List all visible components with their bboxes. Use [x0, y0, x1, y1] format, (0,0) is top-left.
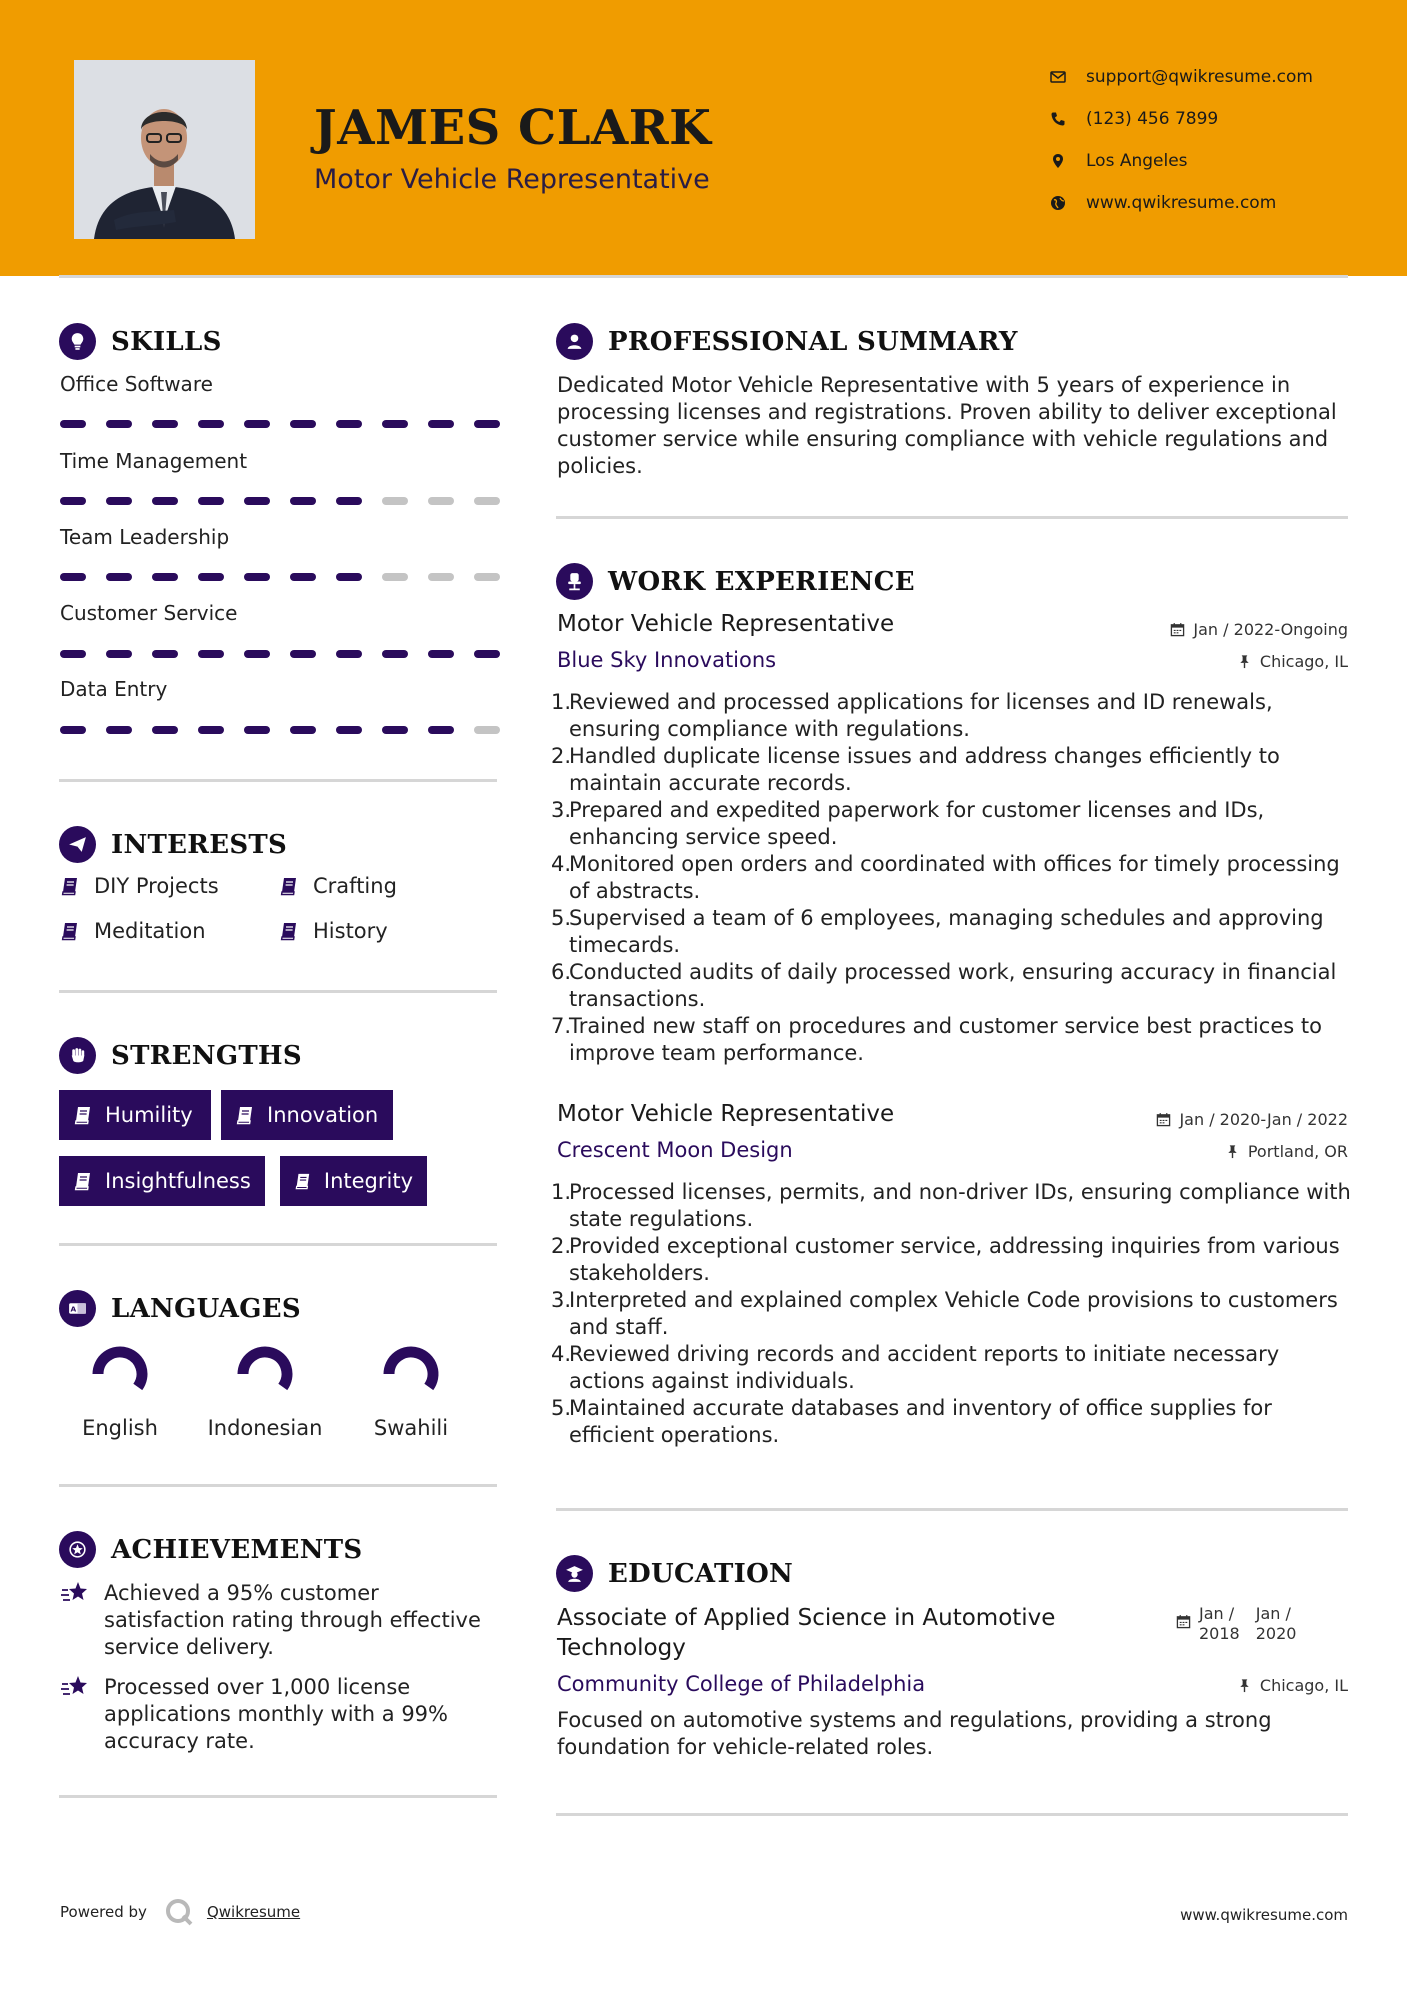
- pushpin-icon: [1225, 1144, 1240, 1159]
- language-item: [195, 1344, 335, 1440]
- section-divider: [59, 1243, 497, 1246]
- powered-by-text: Powered by: [60, 1903, 147, 1921]
- bullet-text: Reviewed driving records and accident reports to initiate necessary actions against individuals.: [569, 1342, 1280, 1393]
- strengths-heading: [59, 1037, 302, 1074]
- bullet-item: 1. Processed licenses, permits, and non-driver IDs, ensuring compliance with state regulations.: [557, 1179, 1357, 1233]
- skill-level-dot: [290, 420, 316, 428]
- book-icon: [60, 876, 80, 896]
- job-dates: [1156, 1110, 1348, 1129]
- skill-level-dot: [152, 497, 178, 505]
- contact-email[interactable]: [1050, 56, 1313, 98]
- section-divider: [59, 1484, 497, 1487]
- job-location-text: Portland, OR: [1247, 1142, 1348, 1161]
- section-divider: [59, 1795, 497, 1798]
- bullet-item: 4. Monitored open orders and coordinated with offices for timely processing of abstracts.: [557, 851, 1357, 905]
- translate-icon: [59, 1290, 96, 1327]
- achievement-item: [60, 1674, 500, 1755]
- skill-level-dot: [60, 726, 86, 734]
- skill-level-dot: [382, 573, 408, 581]
- skill-level-dot: [428, 650, 454, 658]
- language-level-ring: [381, 1344, 441, 1404]
- contact-email-text: support@qwikresume.com: [1086, 67, 1313, 87]
- school-name: Community College of Philadelphia: [557, 1672, 926, 1696]
- languages-title: LANGUAGES: [111, 1293, 301, 1324]
- job-title: Motor Vehicle Representative: [557, 611, 895, 637]
- star-badge-icon: [59, 1531, 96, 1568]
- qwikresume-link[interactable]: Qwikresume: [206, 1903, 301, 1921]
- strength-badge: [59, 1090, 211, 1140]
- candidate-title: Motor Vehicle Representative: [314, 164, 710, 195]
- strength-label: Insightfulness: [105, 1169, 251, 1193]
- bullet-text: Processed licenses, permits, and non-driver IDs, ensuring compliance with state regulations.: [569, 1180, 1351, 1231]
- phone-icon: [1050, 111, 1086, 127]
- bullet-text: Monitored open orders and coordinated with offices for timely processing of abstracts.: [569, 852, 1340, 903]
- contact-location-text: Los Angeles: [1086, 151, 1188, 171]
- job-bullets: [551, 1179, 1357, 1449]
- map-pin-icon: [1050, 153, 1086, 169]
- bullet-item: 7. Trained new staff on procedures and customer service best practices to improve team performance.: [557, 1013, 1357, 1067]
- book-icon: [279, 921, 299, 941]
- globe-icon: [1050, 195, 1086, 211]
- user-icon: [556, 323, 593, 360]
- skill-level-dot: [60, 420, 86, 428]
- header-divider: [59, 275, 1348, 278]
- interest-label: DIY Projects: [94, 874, 219, 898]
- skill-level-bar: [60, 650, 500, 658]
- job-dates-text: Jan / 2022-Ongoing: [1193, 620, 1348, 639]
- skill-level-dot: [106, 420, 132, 428]
- skills-title: SKILLS: [111, 326, 222, 357]
- job-dates-text: Jan / 2020-Jan / 2022: [1179, 1110, 1348, 1129]
- calendar-icon: [1176, 1614, 1191, 1629]
- skill-level-dot: [336, 573, 362, 581]
- graduate-icon: [556, 1555, 593, 1592]
- bullet-item: 5. Supervised a team of 6 employees, managing schedules and approving timecards.: [557, 905, 1357, 959]
- bullet-text: Handled duplicate license issues and address changes efficiently to maintain accurate records.: [569, 744, 1280, 795]
- education-dates: [1176, 1604, 1296, 1644]
- interests-heading: [59, 826, 287, 863]
- skill-level-dot: [106, 726, 132, 734]
- skill-level-dot: [428, 573, 454, 581]
- education-location-text: Chicago, IL: [1259, 1676, 1348, 1695]
- skill-level-dot: [474, 497, 500, 505]
- skill-level-dot: [382, 726, 408, 734]
- skill-level-dot: [428, 726, 454, 734]
- contact-website[interactable]: [1050, 182, 1313, 224]
- interests-title: INTERESTS: [111, 829, 288, 860]
- bullet-item: 1. Reviewed and processed applications for licenses and ID renewals, ensuring compliance with regulations.: [557, 689, 1357, 743]
- education-description: Focused on automotive systems and regulations, providing a strong foundation for vehicle-related roles.: [557, 1708, 1272, 1759]
- skill-level-dot: [60, 573, 86, 581]
- skill-level-dot: [198, 573, 224, 581]
- bullet-text: Trained new staff on procedures and customer service best practices to improve team performance.: [569, 1014, 1322, 1065]
- skill-label: Team Leadership: [60, 525, 230, 549]
- bullet-item: 6. Conducted audits of daily processed work, ensuring accuracy in financial transactions.: [557, 959, 1357, 1013]
- shooting-star-icon: [60, 1578, 90, 1608]
- skill-level-dot: [198, 650, 224, 658]
- bullet-item: 5. Maintained accurate databases and inventory of office supplies for efficient operations.: [557, 1395, 1357, 1449]
- shooting-star-icon: [60, 1672, 90, 1702]
- achievements-title: ACHIEVEMENTS: [111, 1534, 363, 1565]
- skill-level-dot: [290, 573, 316, 581]
- summary-heading: [556, 323, 1018, 360]
- skill-level-bar: [60, 497, 500, 505]
- skills-heading: [59, 323, 222, 360]
- experience-heading: [556, 563, 915, 600]
- summary-text: Dedicated Motor Vehicle Representative with 5 years of experience in processing licenses and registrations. Proven ability to deliver exceptional customer service while ensuring compliance with vehicle regulations and policies.: [557, 373, 1337, 478]
- skill-level-dot: [336, 420, 362, 428]
- company-name: Crescent Moon Design: [557, 1138, 793, 1162]
- skill-level-dot: [198, 420, 224, 428]
- language-label: English: [82, 1416, 158, 1440]
- bullet-item: 2. Provided exceptional customer service, addressing inquiries from various stakeholders.: [557, 1233, 1357, 1287]
- languages-heading: [59, 1290, 301, 1327]
- job-dates: [1170, 620, 1348, 639]
- skill-level-dot: [198, 497, 224, 505]
- skill-level-dot: [244, 650, 270, 658]
- interest-item: [279, 874, 397, 898]
- interest-label: Meditation: [94, 919, 206, 943]
- skill-level-dot: [152, 726, 178, 734]
- skill-level-dot: [152, 650, 178, 658]
- language-item: [341, 1344, 481, 1440]
- office-chair-icon: [556, 563, 593, 600]
- envelope-icon: [1050, 69, 1086, 85]
- skill-level-dot: [198, 726, 224, 734]
- lightbulb-icon: [59, 323, 96, 360]
- skill-level-dot: [106, 573, 132, 581]
- profile-photo: [74, 60, 255, 239]
- education-heading: [556, 1555, 793, 1592]
- strength-badge: [59, 1156, 265, 1206]
- job-location-text: Chicago, IL: [1259, 652, 1348, 671]
- skill-level-dot: [474, 573, 500, 581]
- section-divider: [59, 990, 497, 993]
- skill-level-dot: [382, 497, 408, 505]
- education-start: Jan / 2018: [1199, 1604, 1240, 1643]
- contact-block: [1050, 56, 1313, 224]
- interest-item: [60, 919, 206, 943]
- language-item: [50, 1344, 190, 1440]
- paper-plane-icon: [59, 826, 96, 863]
- svg-text:A: A: [70, 1304, 77, 1314]
- bullet-text: Provided exceptional customer service, addressing inquiries from various stakeholders.: [569, 1234, 1340, 1285]
- skill-level-dot: [382, 420, 408, 428]
- skill-level-dot: [428, 420, 454, 428]
- education-location: [1237, 1676, 1348, 1695]
- job-location: [1237, 652, 1348, 671]
- book-icon: [279, 876, 299, 896]
- skill-level-dot: [290, 650, 316, 658]
- skill-level-dot: [152, 573, 178, 581]
- skill-level-bar: [60, 573, 500, 581]
- language-level-ring: [90, 1344, 150, 1404]
- strength-badge: [221, 1090, 393, 1140]
- interest-label: History: [313, 919, 388, 943]
- degree-title: Associate of Applied Science in Automotive Technology: [557, 1605, 1056, 1661]
- bullet-item: 2. Handled duplicate license issues and address changes efficiently to maintain accurate records.: [557, 743, 1357, 797]
- contact-location: [1050, 140, 1313, 182]
- skill-level-dot: [244, 420, 270, 428]
- skill-level-bar: [60, 726, 500, 734]
- pushpin-icon: [1237, 1678, 1252, 1693]
- book-icon: [294, 1171, 312, 1191]
- section-divider: [59, 779, 497, 782]
- interest-item: [279, 919, 388, 943]
- education-end: Jan / 2020: [1255, 1604, 1297, 1643]
- bullet-item: 3. Prepared and expedited paperwork for customer licenses and IDs, enhancing service speed.: [557, 797, 1357, 851]
- skill-label: Time Management: [60, 449, 248, 473]
- summary-title: PROFESSIONAL SUMMARY: [608, 326, 1018, 357]
- interest-item: [60, 874, 219, 898]
- bullet-text: Conducted audits of daily processed work, ensuring accuracy in financial transactions.: [569, 960, 1337, 1011]
- strength-badge: [280, 1156, 427, 1206]
- book-icon: [235, 1105, 255, 1125]
- skill-level-dot: [60, 497, 86, 505]
- bullet-text: Interpreted and explained complex Vehicle Code provisions to customers and staff.: [569, 1288, 1338, 1339]
- bullet-text: Prepared and expedited paperwork for customer licenses and IDs, enhancing service speed.: [569, 798, 1265, 849]
- skill-level-dot: [474, 650, 500, 658]
- skill-level-dot: [106, 497, 132, 505]
- section-divider: [556, 1508, 1348, 1511]
- book-icon: [73, 1105, 93, 1125]
- skill-level-dot: [382, 650, 408, 658]
- language-level-arc: [98, 1352, 142, 1387]
- footer-website[interactable]: www.qwikresume.com: [1180, 1906, 1348, 1924]
- language-label: Swahili: [373, 1416, 449, 1440]
- strengths-title: STRENGTHS: [111, 1040, 302, 1071]
- skill-level-dot: [474, 420, 500, 428]
- language-level-ring: [235, 1344, 295, 1404]
- section-divider: [556, 516, 1348, 519]
- job-bullets: [551, 689, 1357, 1067]
- skill-label: Office Software: [60, 372, 213, 396]
- header-banner: [0, 0, 1407, 276]
- skill-level-dot: [152, 420, 178, 428]
- skill-level-dot: [428, 497, 454, 505]
- bullet-text: Maintained accurate databases and inventory of office supplies for efficient operations.: [569, 1396, 1272, 1447]
- bullet-text: Reviewed and processed applications for licenses and ID renewals, ensuring compliance with regulations.: [569, 690, 1273, 741]
- footer-powered-by: [60, 1896, 300, 1928]
- contact-phone[interactable]: [1050, 98, 1313, 140]
- skill-level-dot: [336, 726, 362, 734]
- achievements-heading: [59, 1531, 363, 1568]
- company-name: Blue Sky Innovations: [557, 648, 777, 672]
- achievement-text: Achieved a 95% customer satisfaction rating through effective service delivery.: [104, 1581, 481, 1659]
- strength-label: Innovation: [267, 1103, 379, 1127]
- bullet-item: 4. Reviewed driving records and accident reports to initiate necessary actions against individuals.: [557, 1341, 1357, 1395]
- language-label: Indonesian: [207, 1416, 323, 1440]
- skill-level-bar: [60, 420, 500, 428]
- qwikresume-logo-icon: [163, 1896, 195, 1928]
- skill-level-dot: [290, 497, 316, 505]
- language-level-arc: [389, 1352, 433, 1387]
- raised-fist-icon: [59, 1037, 96, 1074]
- candidate-name: JAMES CLARK: [314, 100, 712, 156]
- calendar-icon: [1170, 622, 1185, 637]
- skill-level-dot: [244, 573, 270, 581]
- achievement-item: [60, 1580, 500, 1661]
- skill-level-dot: [336, 497, 362, 505]
- book-icon: [73, 1171, 93, 1191]
- book-icon: [60, 921, 80, 941]
- language-level-arc: [243, 1352, 287, 1387]
- job-title: Motor Vehicle Representative: [557, 1101, 895, 1127]
- strength-label: Integrity: [323, 1169, 413, 1193]
- skill-level-dot: [60, 650, 86, 658]
- person-portrait-icon: [74, 60, 255, 239]
- experience-title: WORK EXPERIENCE: [608, 566, 915, 597]
- skill-label: Customer Service: [60, 601, 238, 625]
- skill-level-dot: [336, 650, 362, 658]
- interest-label: Crafting: [313, 874, 397, 898]
- job-location: [1225, 1142, 1348, 1161]
- section-divider: [556, 1813, 1348, 1816]
- contact-phone-text: (123) 456 7899: [1086, 109, 1219, 129]
- pushpin-icon: [1237, 654, 1252, 669]
- bullet-text: Supervised a team of 6 employees, managing schedules and approving timecards.: [569, 906, 1324, 957]
- skill-label: Data Entry: [60, 677, 168, 701]
- bullet-item: 3. Interpreted and explained complex Vehicle Code provisions to customers and staff.: [557, 1287, 1357, 1341]
- calendar-icon: [1156, 1112, 1171, 1127]
- achievement-text: Processed over 1,000 license applications monthly with a 99% accuracy rate.: [104, 1675, 448, 1753]
- education-title: EDUCATION: [608, 1558, 794, 1589]
- skill-level-dot: [290, 726, 316, 734]
- skill-level-dot: [244, 497, 270, 505]
- skill-level-dot: [244, 726, 270, 734]
- strength-label: Humility: [105, 1103, 193, 1127]
- contact-website-text: www.qwikresume.com: [1086, 193, 1277, 213]
- skill-level-dot: [474, 726, 500, 734]
- skill-level-dot: [106, 650, 132, 658]
